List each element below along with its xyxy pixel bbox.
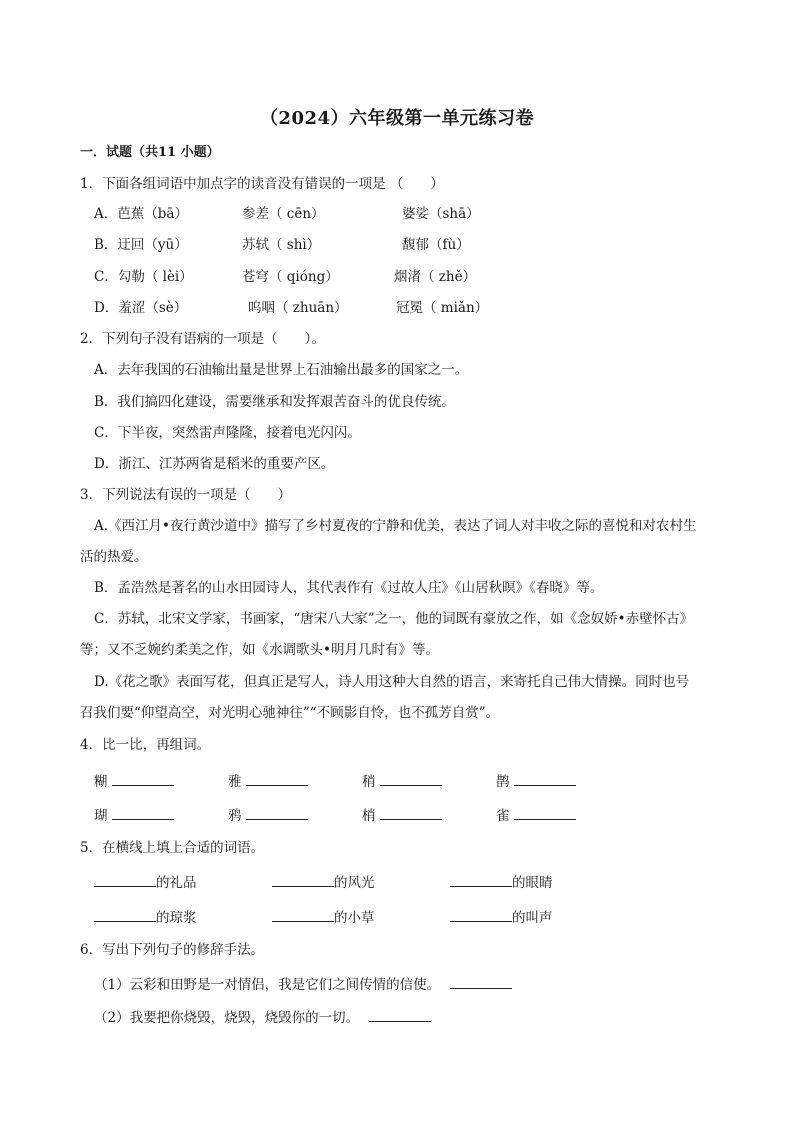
answer-blank[interactable] bbox=[272, 872, 334, 887]
q4-char-row2-1: 瑚 bbox=[94, 805, 174, 825]
question-1-stem: 1．下面各组词语中加点字的读音没有错误的一项是 （ ） bbox=[80, 176, 444, 192]
q4-char-row2-4: 雀 bbox=[496, 805, 576, 825]
q1-option-a-1: A．芭蕉（bā） bbox=[94, 206, 188, 222]
q3-option-d-line-1: D.《花之歌》表面写花，但真正是写人，诗人用这种大自然的语言，来寄托自己伟大情操。同时也号 bbox=[94, 674, 690, 690]
answer-blank[interactable] bbox=[94, 872, 156, 887]
answer-blank[interactable] bbox=[112, 771, 174, 786]
q4-char-row1-3: 稍 bbox=[362, 771, 442, 791]
q6-item-2: （2）我要把你烧毁，烧毁，烧毁你的一切。 bbox=[94, 1007, 431, 1027]
q1-option-a-2: 参差（ cēn） bbox=[242, 206, 325, 222]
q2-option-b: B．我们搞四化建设，需要继承和发挥艰苦奋斗的优良传统。 bbox=[94, 394, 455, 410]
q1-option-d-1: D．羞涩（sè） bbox=[94, 300, 188, 316]
question-6-stem: 6．写出下列句子的修辞手法。 bbox=[80, 942, 265, 958]
q1-option-a-3: 婆娑（shā） bbox=[402, 206, 480, 222]
answer-blank[interactable] bbox=[514, 805, 576, 820]
question-5-stem: 5．在横线上填上合适的词语。 bbox=[80, 840, 265, 856]
question-3-stem: 3．下列说法有误的一项是（ ） bbox=[80, 487, 292, 503]
q5-item-row1-2: 的风光 bbox=[272, 872, 375, 892]
answer-blank[interactable] bbox=[450, 872, 512, 887]
answer-blank[interactable] bbox=[369, 1007, 431, 1022]
answer-blank[interactable] bbox=[514, 771, 576, 786]
q4-char-row1-1: 糊 bbox=[94, 771, 174, 791]
q1-option-c-2: 苍穹（ qióng） bbox=[242, 269, 339, 285]
q4-char-row1-4: 鹊 bbox=[496, 771, 576, 791]
question-2-stem: 2．下列句子没有语病的一项是（ ）。 bbox=[80, 331, 325, 347]
answer-blank[interactable] bbox=[246, 771, 308, 786]
q4-char-row2-3: 梢 bbox=[362, 805, 442, 825]
q3-option-b: B．孟浩然是著名的山水田园诗人，其代表作有《过故人庄》《山居秋暝》《春晓》等。 bbox=[94, 580, 604, 596]
q1-option-c-1: C．勾勒（ lèi） bbox=[94, 269, 193, 285]
answer-blank[interactable] bbox=[450, 974, 512, 989]
q3-option-d-line-2: 召我们要“仰望高空，对光明心驰神往”“不顾影自怜，也不孤芳自赏”。 bbox=[80, 705, 500, 721]
q5-item-row2-3: 的叫声 bbox=[450, 907, 553, 927]
q4-char-row1-2: 雅 bbox=[228, 771, 308, 791]
q1-option-b-2: 苏轼（ shì） bbox=[242, 237, 321, 253]
q3-option-c-line-1: C．苏轼，北宋文学家，书画家，“唐宋八大家”之一，他的词既有豪放之作，如《念奴娇•赤壁怀古》 bbox=[94, 611, 694, 627]
page-title: （2024）六年级第一单元练习卷 bbox=[259, 108, 535, 129]
q1-option-d-3: 冠冕（ miǎn） bbox=[396, 300, 489, 316]
q5-item-row1-3: 的眼睛 bbox=[450, 872, 553, 892]
q2-option-a: A．去年我国的石油输出量是世界上石油输出最多的国家之一。 bbox=[94, 362, 469, 378]
answer-blank[interactable] bbox=[380, 805, 442, 820]
answer-blank[interactable] bbox=[94, 907, 156, 922]
answer-blank[interactable] bbox=[272, 907, 334, 922]
q2-option-c: C．下半夜，突然雷声隆隆，接着电光闪闪。 bbox=[94, 425, 361, 441]
q3-option-a-line-1: A.《西江月•夜行黄沙道中》描写了乡村夏夜的宁静和优美，表达了词人对丰收之际的喜悦和对农村生 bbox=[94, 518, 697, 534]
q1-option-c-3: 烟渚（ zhě） bbox=[394, 269, 477, 285]
q1-option-b-3: 馥郁（fù） bbox=[402, 237, 470, 253]
q1-option-b-1: B．迂回（yū） bbox=[94, 237, 188, 253]
q5-item-row2-2: 的小草 bbox=[272, 907, 375, 927]
q3-option-a-line-2: 活的热爱。 bbox=[80, 549, 148, 565]
answer-blank[interactable] bbox=[112, 805, 174, 820]
section-heading: 一．试题（共11 小题） bbox=[80, 145, 220, 160]
answer-blank[interactable] bbox=[450, 907, 512, 922]
answer-blank[interactable] bbox=[380, 771, 442, 786]
answer-blank[interactable] bbox=[246, 805, 308, 820]
q5-item-row1-1: 的礼品 bbox=[94, 872, 197, 892]
q5-item-row2-1: 的琼浆 bbox=[94, 907, 197, 927]
q4-char-row2-2: 鸦 bbox=[228, 805, 308, 825]
q6-item-1: （1）云彩和田野是一对情侣，我是它们之间传情的信使。 bbox=[94, 974, 512, 994]
q1-option-d-2: 呜咽（ zhuān） bbox=[248, 300, 348, 316]
q2-option-d: D．浙江、江苏两省是稻米的重要产区。 bbox=[94, 456, 335, 472]
question-4-stem: 4．比一比，再组词。 bbox=[80, 737, 211, 753]
q3-option-c-line-2: 等；又不乏婉约柔美之作，如《水调歌头•明月几时有》等。 bbox=[80, 642, 439, 658]
